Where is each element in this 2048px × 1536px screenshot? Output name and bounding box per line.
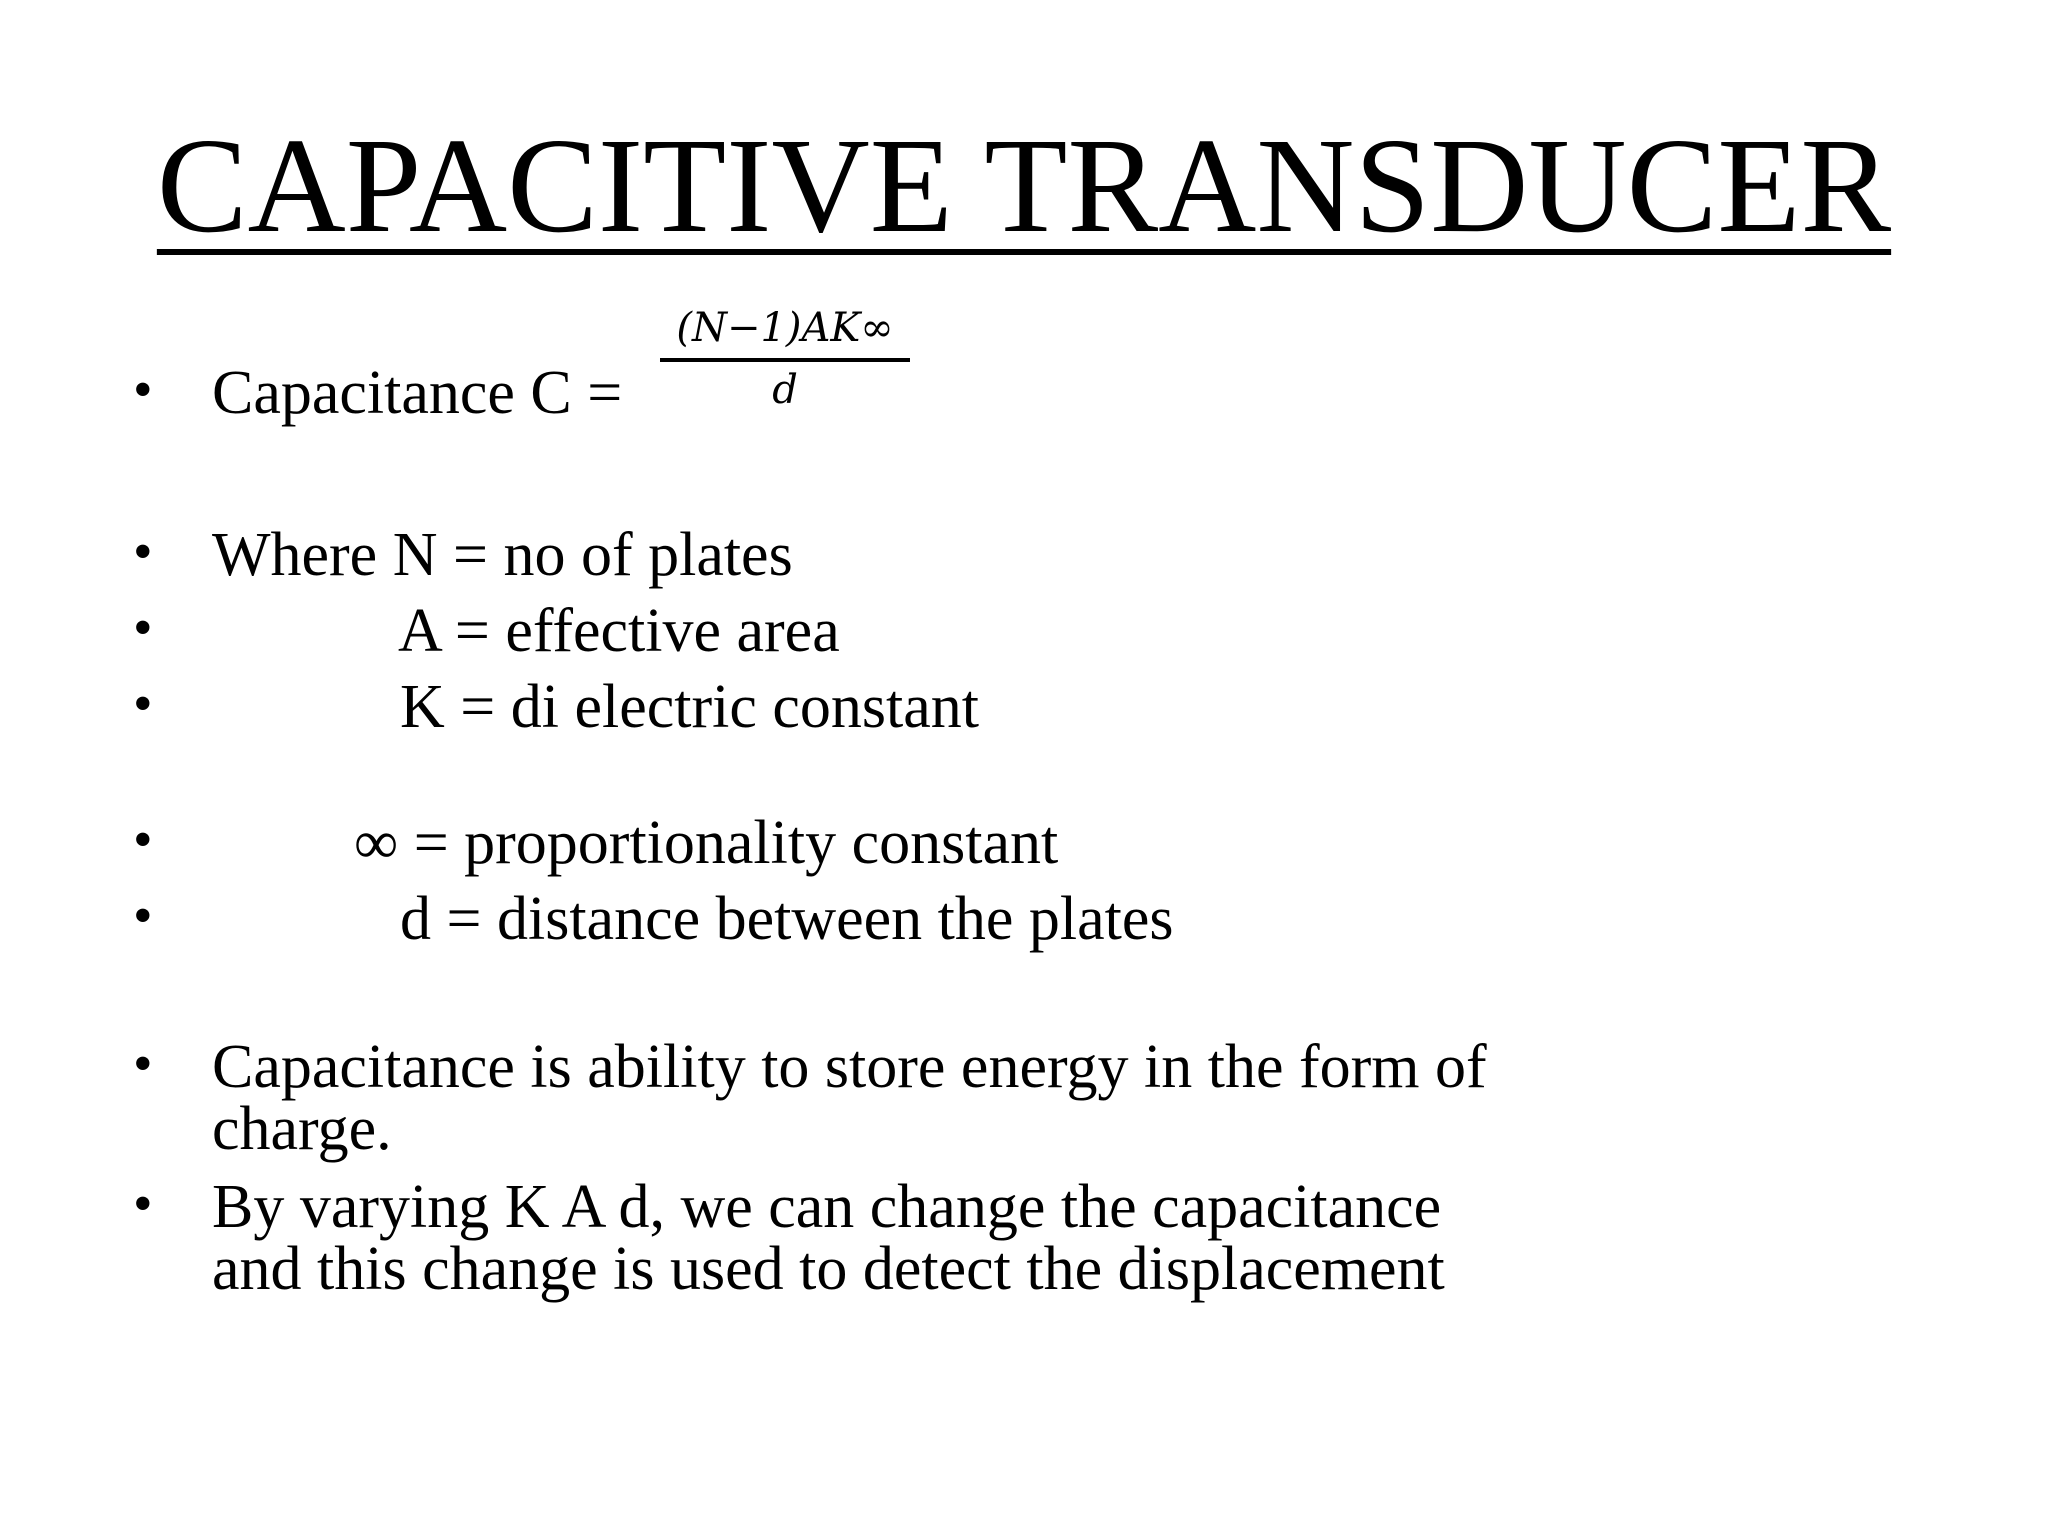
definition-text: Where N = no of plates [212, 521, 793, 589]
definition-text: K = di electric constant [400, 673, 979, 741]
bullet-icon: • [133, 809, 153, 871]
fraction-bar [660, 358, 910, 362]
point-text: Capacitance is ability to store energy in the form of charge. [212, 1033, 1487, 1163]
definition-text: d = distance between the plates [400, 885, 1174, 953]
formula-lhs: Capacitance C = [212, 359, 623, 427]
slide-title: CAPACITIVE TRANSDUCER [156, 111, 1892, 261]
bullet-icon: • [133, 885, 153, 947]
bullet-icon: • [133, 521, 153, 583]
definition-text: A = effective area [398, 597, 840, 665]
bullet-icon: • [133, 1173, 153, 1235]
bullet-icon: • [133, 597, 153, 659]
formula-fraction [660, 306, 910, 412]
point-text: By varying K A d, we can change the capacitance and this change is used to detect the displacement [212, 1173, 1445, 1303]
bullet-icon: • [133, 673, 153, 735]
bullet-icon: • [133, 1033, 153, 1095]
formula-denominator: d [772, 367, 798, 413]
formula-numerator: (N−1)AK∞ [676, 305, 894, 351]
definition-text: ∞ = proportionality constant [354, 809, 1059, 877]
bullet-icon: • [133, 359, 153, 421]
